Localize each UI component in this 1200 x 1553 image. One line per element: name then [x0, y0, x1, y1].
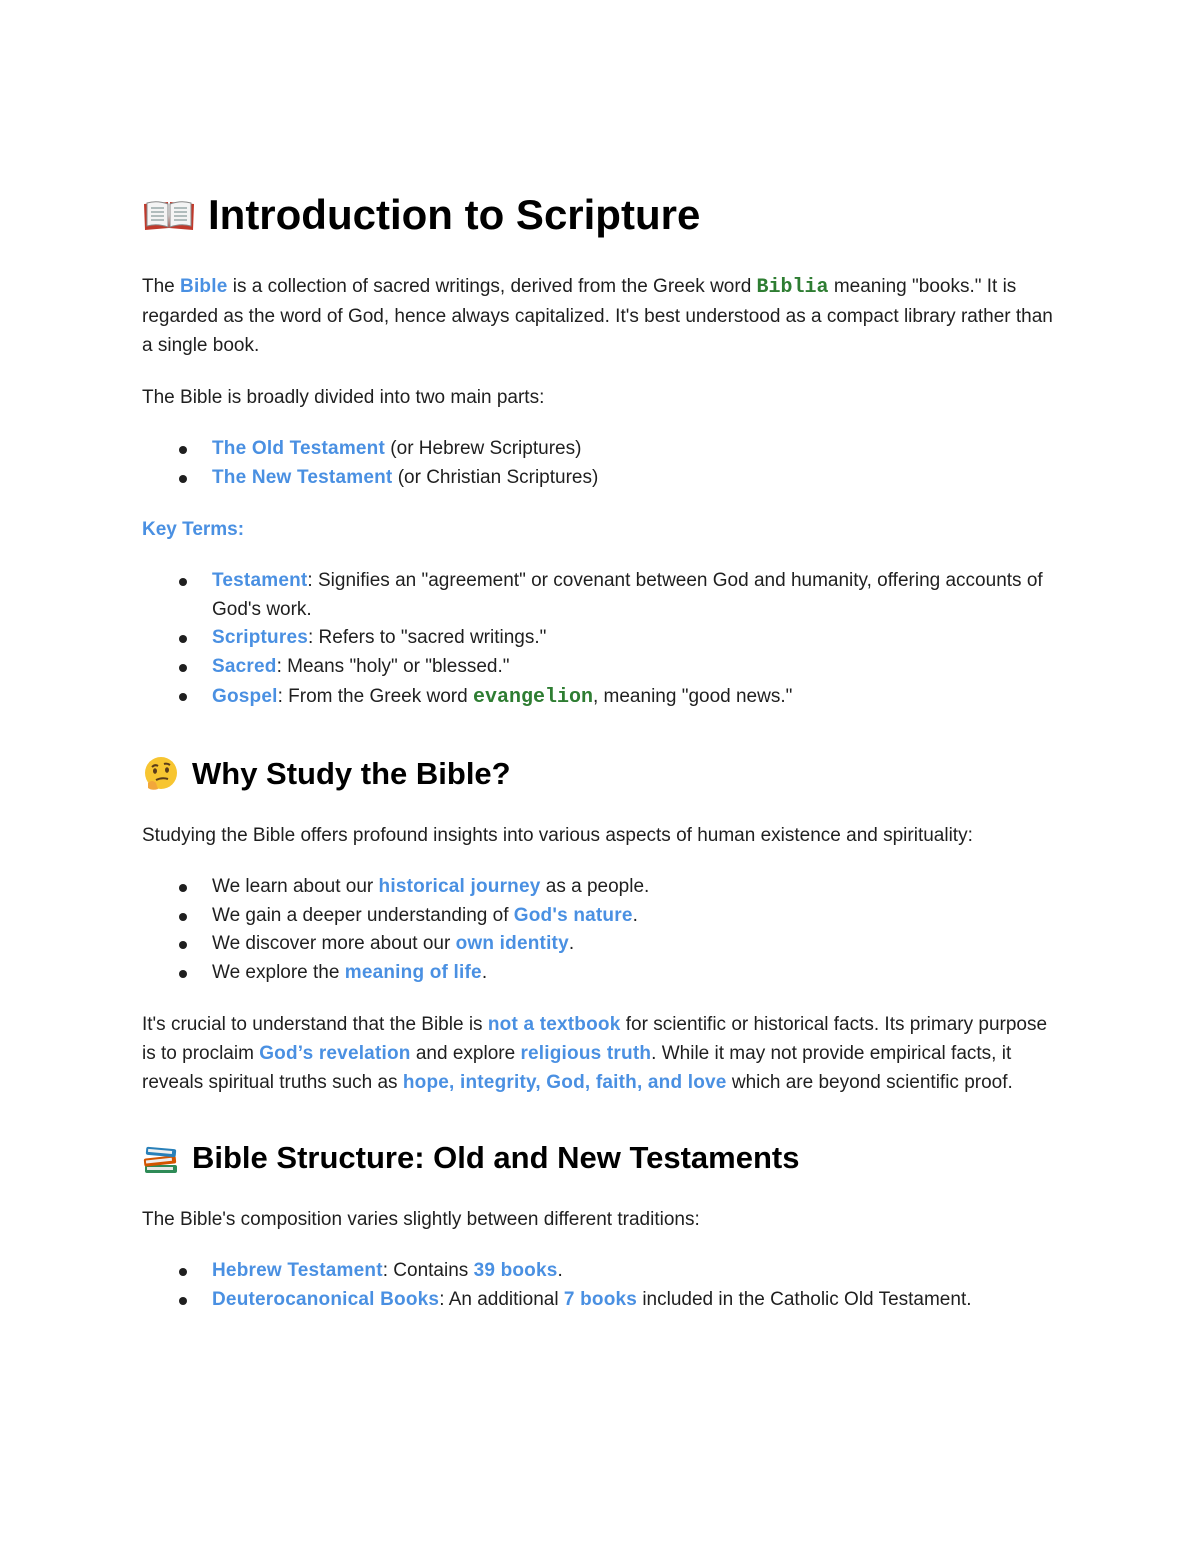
text-run: and explore [410, 1043, 521, 1064]
text-run: We gain a deeper understanding of [212, 904, 514, 926]
list-item [142, 681, 1057, 713]
highlight-text: God's nature [513, 904, 633, 926]
highlight-text: meaning of life [344, 961, 482, 983]
bullet-icon [179, 1268, 187, 1276]
list-item [142, 1257, 1057, 1286]
text-run: . [632, 904, 638, 926]
heading-text: Introduction to Scripture [208, 191, 701, 238]
code-biblia: Biblia [756, 276, 829, 299]
bullet-icon [179, 635, 187, 643]
term-scriptures: Scriptures [212, 627, 308, 648]
text-run: , meaning "good news." [592, 686, 793, 707]
term-gospel: Gospel [212, 686, 278, 707]
text-run: : From the Greek word [277, 686, 473, 707]
term-deuterocanonical: Deuterocanonical Books [212, 1288, 440, 1310]
text-run: . [557, 1260, 563, 1281]
bullet-icon [179, 578, 187, 586]
closing-paragraph [142, 1010, 1057, 1097]
highlight-text: hope, integrity, God, faith, and love [402, 1072, 727, 1093]
structure-intro-paragraph: The Bible's composition varies slightly between different traditions: [142, 1209, 700, 1230]
why-intro-paragraph: Studying the Bible offers profound insights into various aspects of human existence and spirituality: [142, 825, 973, 846]
list-item [142, 435, 1057, 464]
heading-introduction [142, 188, 1057, 242]
text-run: which are beyond scientific proof. [726, 1072, 1013, 1093]
text-run: for scientific or historical facts. Its primary purpose is to proclaim [142, 1014, 1048, 1064]
heading-text: Bible Structure: Old and New Testaments [192, 1140, 800, 1175]
text-run: We explore the [212, 961, 345, 983]
bullet-icon [179, 475, 187, 483]
text-run: It's crucial to understand that the Bible is [142, 1014, 488, 1035]
open-book-icon [142, 198, 196, 232]
text-run: We learn about our [212, 876, 379, 897]
term-old-testament: The Old Testament [212, 438, 386, 459]
divided-paragraph: The Bible is broadly divided into two main parts: [142, 387, 545, 408]
list-item [142, 464, 1057, 493]
highlight-text: 7 books [563, 1288, 638, 1310]
text-run: . [568, 933, 575, 954]
text-run: as a people. [540, 876, 650, 897]
bullet-icon [179, 913, 187, 921]
bullet-icon [179, 693, 187, 701]
text-run: is a collection of sacred writings, derived from the Greek word [227, 276, 757, 297]
heading-text: Why Study the Bible? [192, 756, 511, 791]
term-new-testament: The New Testament [212, 466, 393, 488]
text-run: (or Hebrew Scriptures) [385, 438, 582, 459]
text-run: We discover more about our [212, 933, 456, 954]
parts-list [142, 435, 1057, 492]
text-run: : Means "holy" or "blessed." [276, 655, 510, 677]
list-item [142, 959, 1057, 988]
highlight-bible: Bible [180, 276, 228, 297]
list-item [142, 873, 1057, 902]
key-terms-list [142, 567, 1057, 713]
text-run: : Refers to "sacred writings." [307, 627, 547, 648]
highlight-text: 39 books [473, 1260, 558, 1281]
heading-bible-structure [142, 1137, 1057, 1179]
highlight-text: not a textbook [487, 1014, 621, 1035]
text-run: : Signifies an "agreement" or covenant between God and humanity, offering accounts of God's work. [212, 570, 1043, 620]
term-testament: Testament [212, 570, 308, 591]
bullet-icon [179, 941, 187, 949]
highlight-text: historical journey [378, 876, 541, 897]
list-item [142, 567, 1057, 624]
list-item [142, 1286, 1057, 1315]
stack-of-books-icon [142, 1139, 180, 1177]
why-list [142, 873, 1057, 987]
text-run: . [481, 961, 488, 983]
term-sacred: Sacred [212, 655, 277, 677]
text-run: included in the Catholic Old Testament. [637, 1288, 972, 1310]
text-run: The [142, 276, 181, 297]
bullet-icon [179, 664, 187, 672]
text-run: meaning "books." It is regarded as the word of God, hence always capitalized. It's best understood as a compact library rather than a single book. [142, 276, 1053, 356]
list-item [142, 624, 1057, 653]
list-item [142, 902, 1057, 931]
text-run: : Contains [382, 1260, 474, 1281]
highlight-text: own identity [455, 933, 569, 954]
highlight-text: God’s revelation [259, 1043, 411, 1064]
thinking-face-icon [142, 755, 180, 793]
document-content [142, 188, 1057, 1314]
bullet-icon [179, 446, 187, 454]
structure-list [142, 1257, 1057, 1314]
highlight-text: religious truth [520, 1043, 652, 1064]
bullet-icon [179, 970, 187, 978]
text-run: (or Christian Scriptures) [392, 466, 599, 488]
heading-why-study [142, 753, 1057, 795]
list-item [142, 653, 1057, 682]
bullet-icon [179, 1297, 187, 1305]
term-hebrew-testament: Hebrew Testament [212, 1260, 383, 1281]
text-run: : An additional [439, 1288, 564, 1310]
list-item [142, 930, 1057, 959]
text-run: . While it may not provide empirical facts, it reveals spiritual truths such as [142, 1043, 1012, 1093]
key-terms-label: Key Terms: [142, 519, 245, 540]
bullet-icon [179, 884, 187, 892]
intro-paragraph [142, 272, 1057, 360]
code-evangelion: evangelion [472, 686, 593, 709]
